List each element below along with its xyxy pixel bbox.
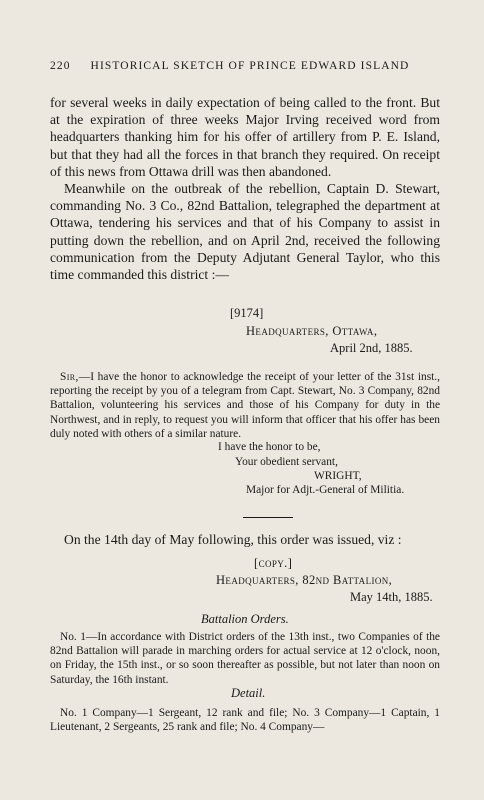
page-number: 220 [50,60,71,72]
letter-place: Headquarters, Ottawa, [246,324,378,338]
order-place: Headquarters, 82nd Battalion, [216,573,393,587]
paragraph-2: Meanwhile on the outbreak of the rebellion, Captain D. Stewart, commanding No. 3 Co., 82nd Battalion, telegraphed the department at Ottawa, tendering his services and that of his Company to assist in putting down the rebellion, and on April 2nd, received the following communication from the Deputy Adjutant General Taylor, who this time commanded this district :— [50,181,440,283]
paragraph-3: On the 14th day of May following, this order was issued, viz : [64,532,402,547]
running-title: HISTORICAL SKETCH OF PRINCE EDWARD ISLAND [90,60,410,72]
detail-heading: Detail. [231,686,266,700]
order-date: May 14th, 1885. [350,590,433,604]
letter-closing-1: I have the honor to be, [218,441,321,453]
paragraph-1: for several weeks in daily expectation of being called to the front. But at the expiration of three weeks Major Irving received word from headquarters thanking him for his offer of artillery from P. E. Island, but that they had all the forces in that branch they required. On receipt of this news from Ottawa drill was then abandoned. [50,95,440,179]
letter-number: [9174] [230,306,264,320]
letter-signature: WRIGHT, [314,470,362,482]
letter-date: April 2nd, 1885. [330,341,413,355]
running-header [50,60,409,72]
section-divider [243,517,293,518]
order-heading: Battalion Orders. [201,612,289,626]
letter-body [50,370,440,441]
letter-text: —I have the honor to acknowledge the receipt of your letter of the 31st inst., reporting the receipt by you of a telegram from Capt. Stewart, No. 3 Company, 82nd Battalion, volunteering his services and those of his Company for duty in the Northwest, and in reply, to request you will inform that officer that his offer has been duly noted with others of a similar nature. [50,371,440,440]
letter-salutation: Sir, [60,371,79,383]
letter-closing-2: Your obedient servant, [235,456,338,468]
order-copy-mark: [copy.] [254,556,293,570]
letter-signatory-title: Major for Adjt.-General of Militia. [246,484,405,496]
order-text: No. 1—In accordance with District orders of the 13th inst., two Companies of the 82nd Battalion will parade in marching orders for actual service at 12 o'clock, noon, on Friday, the 15th inst., or so soon thereafter as possible, but not later than noon on Saturday, the 16th instant. [50,631,440,686]
detail-text: No. 1 Company—1 Sergeant, 12 rank and file; No. 3 Company—1 Captain, 1 Lieutenant, 2 Sergeants, 25 rank and file; No. 4 Company— [50,707,440,734]
